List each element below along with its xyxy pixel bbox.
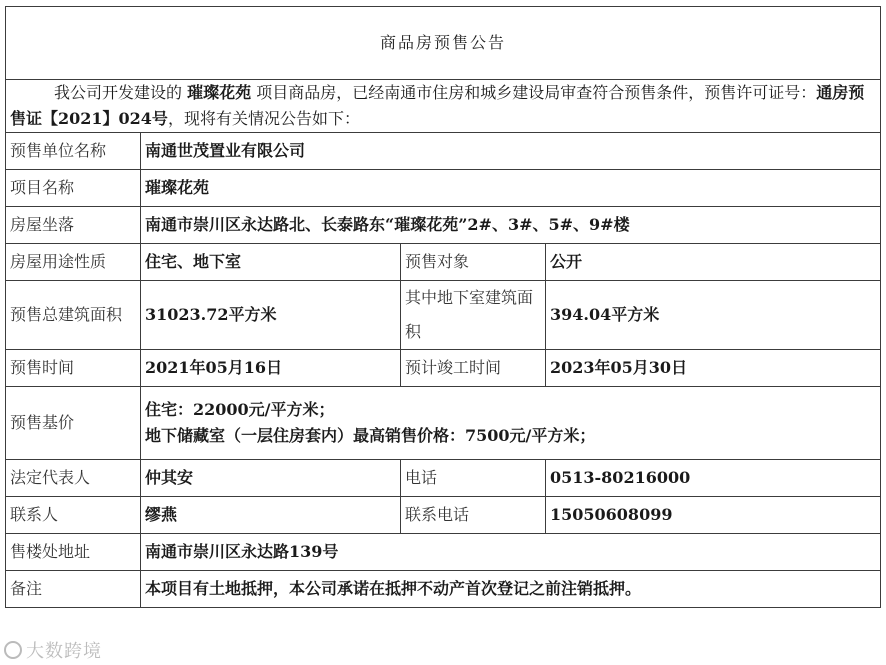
remark-label: 备注	[6, 571, 141, 608]
total-area-value: 31023.72平方米	[141, 281, 401, 350]
project-value: 璀璨花苑	[141, 170, 881, 207]
contact-value: 缪燕	[141, 497, 401, 534]
intro-project-name: 璀璨花苑	[187, 83, 252, 102]
target-value: 公开	[546, 244, 881, 281]
watermark-logo-icon	[4, 641, 22, 659]
base-price-storage: 地下储藏室（一层住房套内）最高销售价格：7500元/平方米；	[145, 426, 596, 445]
sales-address-value: 南通市崇川区永达路139号	[141, 534, 881, 571]
basement-area-label: 其中地下室建筑面积	[401, 281, 546, 350]
usage-label: 房屋用途性质	[6, 244, 141, 281]
notice-title: 商品房预售公告	[6, 7, 881, 80]
project-label: 项目名称	[6, 170, 141, 207]
presale-notice-table	[5, 6, 881, 608]
intro-part1: 我公司开发建设的	[54, 83, 183, 102]
location-value: 南通市崇川区永达路北、长泰路东“璀璨花苑”2#、3#、5#、9#楼	[141, 207, 881, 244]
phone-label: 电话	[401, 460, 546, 497]
base-price-label: 预售基价	[6, 387, 141, 460]
contact-label: 联系人	[6, 497, 141, 534]
usage-value: 住宅、地下室	[141, 244, 401, 281]
base-price-value	[141, 387, 881, 460]
phone-value: 0513-80216000	[546, 460, 881, 497]
completion-value: 2023年05月30日	[546, 350, 881, 387]
intro-permit-number: 通房预售证【2021】024号	[10, 83, 865, 128]
completion-label: 预计竣工时间	[401, 350, 546, 387]
seller-label: 预售单位名称	[6, 133, 141, 170]
base-price-residential: 住宅：22000元/平方米；	[145, 400, 335, 419]
presale-time-label: 预售时间	[6, 350, 141, 387]
watermark-text: 大数跨境	[26, 641, 102, 662]
intro-part3: ，现将有关情况公告如下：	[167, 109, 360, 128]
seller-value: 南通世茂置业有限公司	[141, 133, 881, 170]
basement-area-value: 394.04平方米	[546, 281, 881, 350]
legal-rep-label: 法定代表人	[6, 460, 141, 497]
sales-address-label: 售楼处地址	[6, 534, 141, 571]
legal-rep-value: 仲其安	[141, 460, 401, 497]
contact-phone-value: 15050608099	[546, 497, 881, 534]
notice-intro	[6, 80, 881, 133]
contact-phone-label: 联系电话	[401, 497, 546, 534]
watermark	[4, 637, 102, 663]
total-area-label: 预售总建筑面积	[6, 281, 141, 350]
remark-value: 本项目有土地抵押，本公司承诺在抵押不动产首次登记之前注销抵押。	[141, 571, 881, 608]
target-label: 预售对象	[401, 244, 546, 281]
intro-part2: 项目商品房，已经南通市住房和城乡建设局审查符合预售条件，预售许可证号：	[256, 83, 817, 102]
presale-time-value: 2021年05月16日	[141, 350, 401, 387]
location-label: 房屋坐落	[6, 207, 141, 244]
